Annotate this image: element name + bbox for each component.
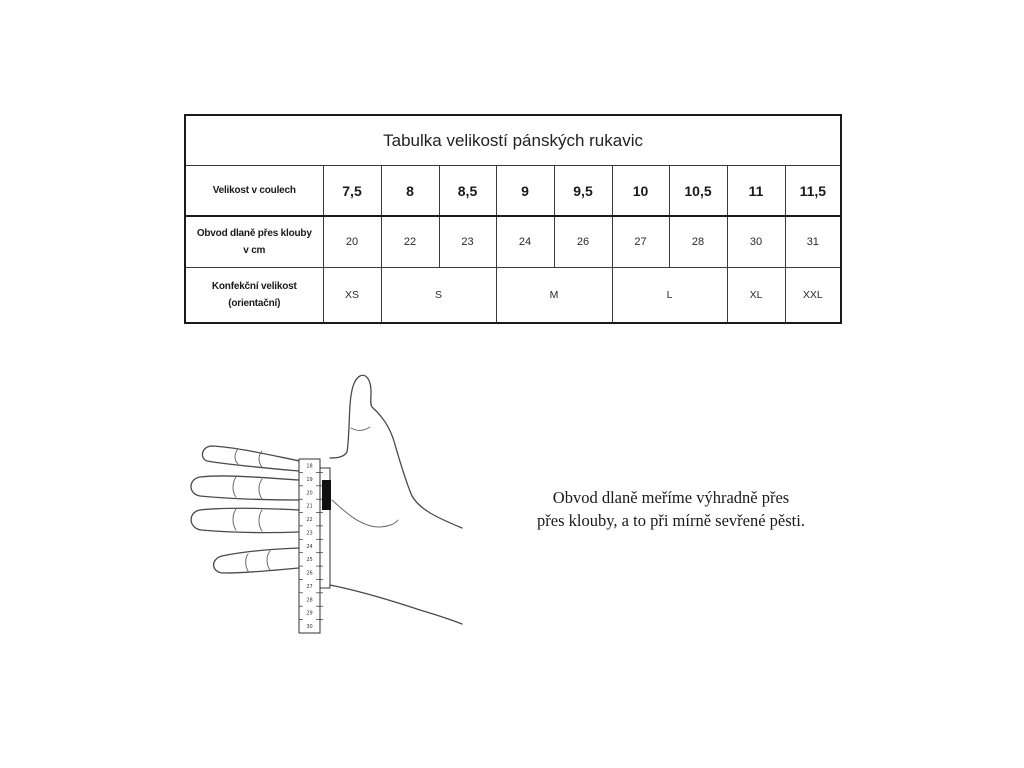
row-label-line: v cm — [243, 245, 266, 256]
inch-size-cell: 11,5 — [785, 166, 841, 217]
hand-bottom — [330, 585, 462, 624]
tape-mark-label: 20 — [306, 490, 313, 497]
clothing-size-cell: S — [381, 268, 496, 324]
clothing-size-cell: L — [612, 268, 727, 324]
table-title: Tabulka velikostí pánských rukavic — [185, 115, 841, 166]
clothing-size-cell: XXL — [785, 268, 841, 324]
row-label-clothing-size — [185, 268, 323, 324]
title-row — [185, 115, 841, 166]
circumference-cell: 28 — [669, 216, 727, 268]
clothing-size-cell: M — [496, 268, 612, 324]
inch-size-cell: 9,5 — [554, 166, 612, 217]
tape-mark-label: 30 — [306, 624, 313, 631]
clothing-size-cell: XS — [323, 268, 381, 324]
glove-size-table — [184, 114, 842, 324]
tape-mark-label: 29 — [306, 610, 313, 617]
inch-size-cell: 8 — [381, 166, 439, 217]
circumference-cell: 23 — [439, 216, 496, 268]
circumference-cell: 30 — [727, 216, 785, 268]
inch-size-cell: 10,5 — [669, 166, 727, 217]
palm-crease — [332, 500, 398, 527]
inch-size-cell: 11 — [727, 166, 785, 217]
clothing-size-row — [185, 268, 841, 324]
tape-mark-label: 21 — [306, 503, 313, 510]
tape-mark-label: 23 — [306, 530, 313, 537]
row-label-palm-circumference — [185, 216, 323, 268]
tape-mark-label: 27 — [306, 584, 313, 590]
row-label-inch-size: Velikost v coulech — [185, 166, 323, 217]
measuring-tape — [299, 459, 331, 633]
circumference-cell: 27 — [612, 216, 669, 268]
circumference-cell: 24 — [496, 216, 554, 268]
inch-size-cell: 7,5 — [323, 166, 381, 217]
inch-size-cell: 10 — [612, 166, 669, 217]
palm-circumference-row — [185, 216, 841, 268]
tape-mark-label: 19 — [306, 476, 313, 483]
inch-size-row — [185, 166, 841, 217]
clothing-size-cell: XL — [727, 268, 785, 324]
thumb-crease — [351, 427, 370, 431]
circumference-cell: 20 — [323, 216, 381, 268]
finger-crease — [233, 477, 262, 499]
little-finger — [214, 548, 299, 573]
tape-end-marker — [322, 480, 331, 510]
row-label-line: Konfekční velikost — [211, 281, 297, 292]
middle-finger — [191, 476, 299, 500]
measurement-caption — [480, 486, 862, 532]
circumference-cell: 26 — [554, 216, 612, 268]
finger-crease — [233, 509, 262, 531]
row-label-line: (orientační) — [228, 298, 281, 309]
tape-mark-label: 25 — [306, 557, 313, 564]
tape-mark-label: 22 — [306, 517, 313, 523]
inch-size-cell: 9 — [496, 166, 554, 217]
tape-mark-label: 28 — [306, 597, 313, 604]
caption-line: Obvod dlaně meříme výhradně přes — [552, 488, 790, 507]
finger-crease — [235, 449, 262, 467]
tape-mark-label: 18 — [306, 463, 313, 470]
tape-mark-label: 26 — [306, 570, 313, 577]
inch-size-cell: 8,5 — [439, 166, 496, 217]
circumference-cell: 31 — [785, 216, 841, 268]
index-finger — [202, 446, 300, 471]
row-label-line: Obvod dlaně přes klouby — [196, 228, 312, 239]
ring-finger — [191, 508, 299, 532]
finger-crease — [246, 551, 270, 571]
circumference-cell: 22 — [381, 216, 439, 268]
hand-measuring-illustration — [180, 365, 470, 645]
caption-line: přes klouby, a to při mírně sevřené pěsti. — [537, 511, 805, 530]
tape-mark-label: 24 — [306, 543, 313, 550]
thumb-and-hand-top — [330, 375, 462, 528]
